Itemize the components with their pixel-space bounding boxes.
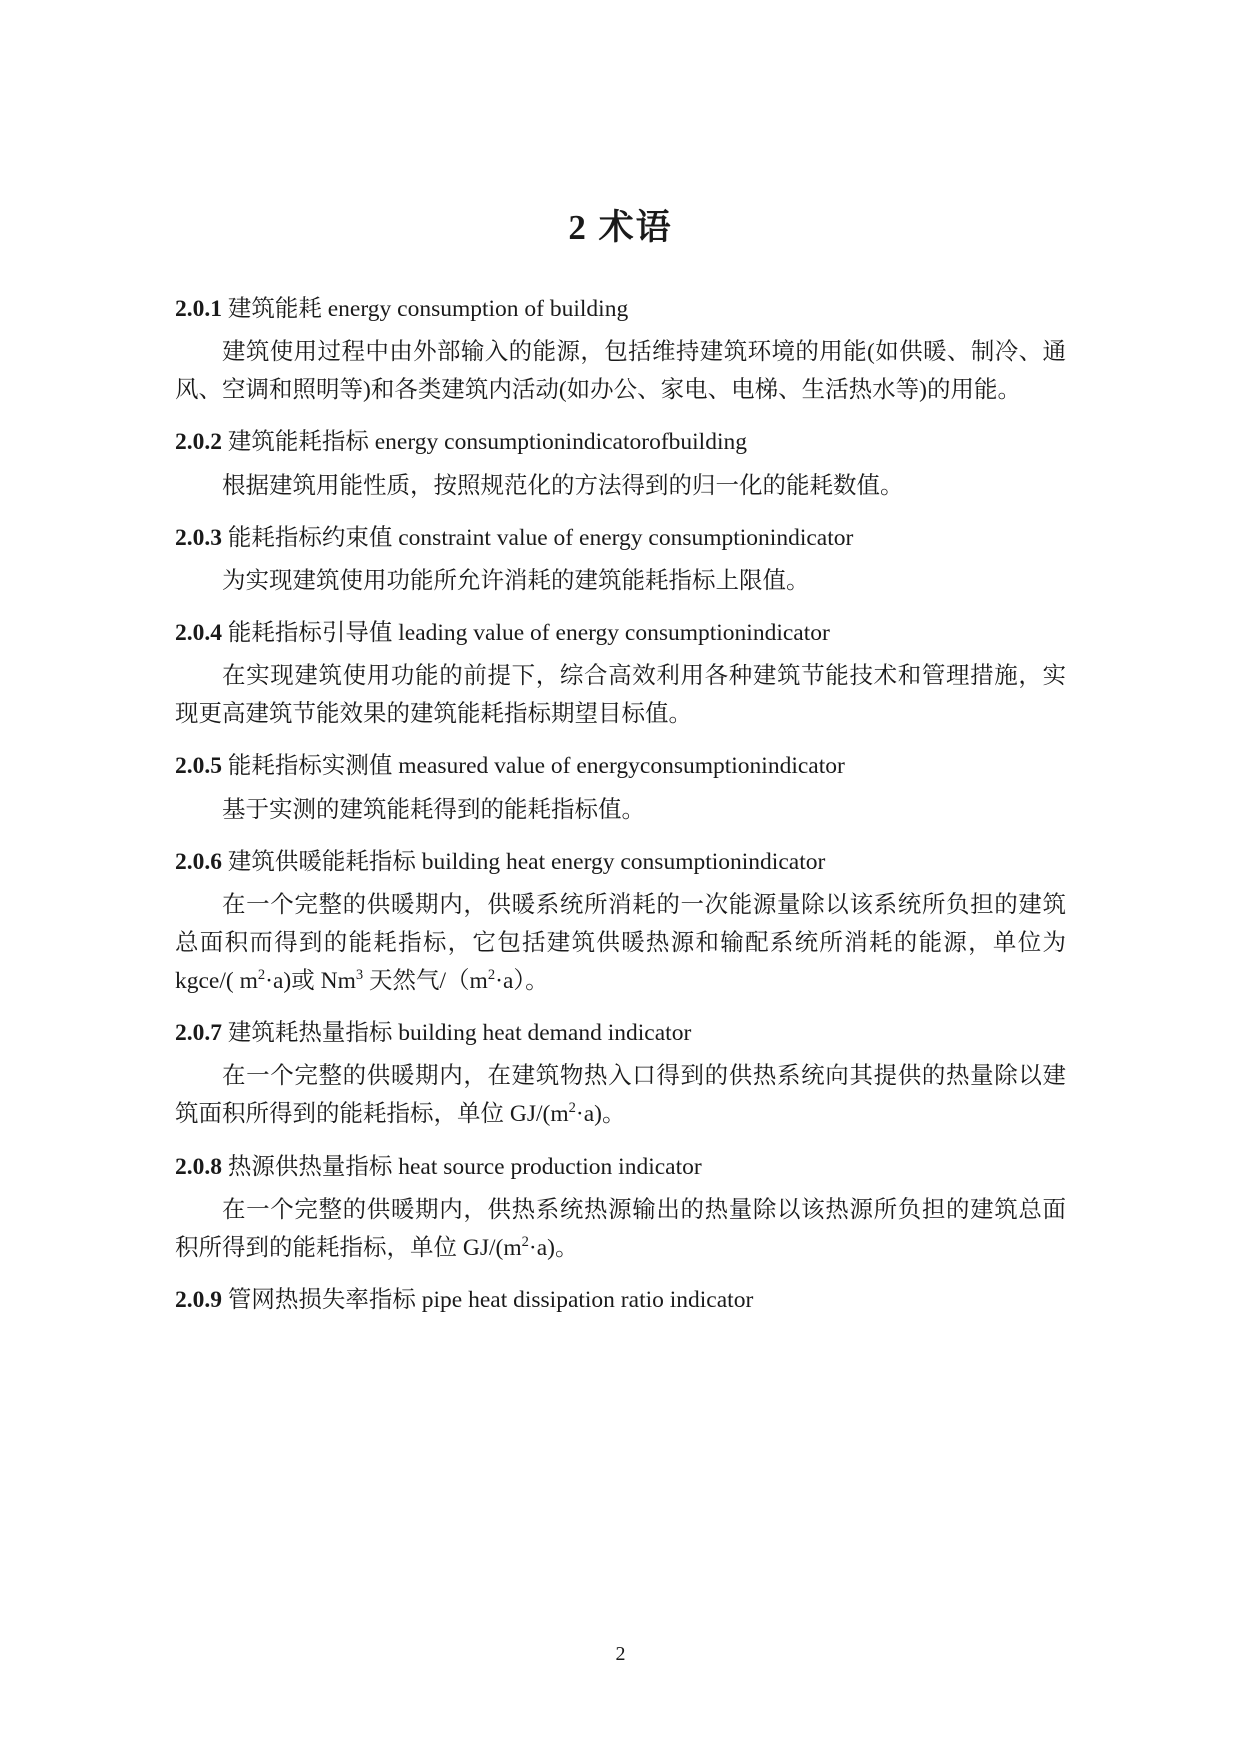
term-number: 2.0.3 — [175, 524, 222, 551]
term-heading — [175, 292, 1066, 327]
term-name-en: building heat energy consumptionindicator — [421, 848, 826, 875]
term-definition: 在一个完整的供暖期内，供暖系统所消耗的一次能源量除以该系统所负担的建筑总面积而得到的能耗指标，它包括建筑供暖热源和输配系统所消耗的能源，单位为 kgce/( $m^2\cdot a$)或 Nm$^3$ 天然气$/(m^2\cdot a)$。 — [175, 891, 1066, 995]
term-definition: 在实现建筑使用功能的前提下，综合高效利用各种建筑节能技术和管理措施，实现更高建筑节能效果的建筑能耗指标期望目标值。 — [175, 663, 1066, 728]
term-number: 2.0.8 — [175, 1153, 222, 1180]
term-name-cn: 建筑耗热量指标 — [227, 1020, 393, 1047]
term-name-cn: 能耗指标约束值 — [227, 524, 393, 551]
term-number: 2.0.2 — [175, 429, 222, 456]
term-name-cn: 能耗指标引导值 — [227, 620, 393, 646]
term-heading — [175, 1150, 1066, 1185]
term-name-cn: 管网热损失率指标 — [227, 1286, 416, 1313]
term-name-cn: 能耗指标实测值 — [227, 753, 393, 780]
term-heading — [175, 845, 1066, 880]
term-number: 2.0.1 — [175, 296, 222, 322]
term-number: 2.0.5 — [175, 753, 222, 780]
term-definition: 建筑使用过程中由外部输入的能源，包括维持建筑环境的用能(如供暖、制冷、通风、空调和照明等)和各类建筑内活动(如办公、家电、电梯、生活热水等)的用能。 — [175, 339, 1066, 404]
term-name-en: building heat demand indicator — [398, 1020, 692, 1047]
term-number: 2.0.9 — [175, 1286, 222, 1313]
term-name-en: leading value of energy consumptionindicator — [398, 620, 830, 646]
term-definition: 根据建筑用能性质，按照规范化的方法得到的归一化的能耗数值。 — [222, 472, 904, 499]
term-name-en: heat source production indicator — [398, 1153, 702, 1180]
term-number: 2.0.6 — [175, 848, 222, 875]
term-definition: 在一个完整的供暖期内，供热系统热源输出的热量除以该热源所负担的建筑总面积所得到的能耗指标，单位 $GJ/(m^2\cdot a)$。 — [175, 1196, 1066, 1261]
term-heading — [175, 521, 1066, 556]
term-definition: 基于实测的建筑能耗得到的能耗指标值。 — [222, 796, 645, 823]
term-name-en: energy consumptionindicatorofbuilding — [374, 429, 747, 456]
term-name-en: energy consumption of building — [327, 296, 629, 322]
page-number: 2 — [615, 1643, 626, 1665]
terms-list — [175, 292, 1066, 1318]
term-name-cn: 热源供热量指标 — [227, 1153, 393, 1180]
term-number: 2.0.7 — [175, 1020, 222, 1047]
term-heading — [175, 616, 1066, 651]
term-heading — [175, 749, 1066, 784]
page-title: 2 术语 — [568, 208, 673, 247]
term-name-cn: 建筑能耗 — [227, 296, 322, 322]
term-definition: 在一个完整的供暖期内，在建筑物热入口得到的供热系统向其提供的热量除以建筑面积所得到的能耗指标，单位 $GJ/(m^2\cdot a)$。 — [175, 1063, 1066, 1128]
term-name-en: measured value of energyconsumptionindicator — [398, 753, 845, 780]
term-heading — [175, 1016, 1066, 1051]
term-name-cn: 建筑能耗指标 — [227, 429, 369, 456]
term-definition: 为实现建筑使用功能所允许消耗的建筑能耗指标上限值。 — [222, 567, 810, 594]
term-number: 2.0.4 — [175, 620, 222, 646]
term-heading — [175, 1283, 1066, 1318]
term-name-en: pipe heat dissipation ratio indicator — [421, 1286, 754, 1313]
term-heading — [175, 425, 1066, 460]
term-name-cn: 建筑供暖能耗指标 — [227, 848, 416, 875]
term-name-en: constraint value of energy consumptionindicator — [398, 524, 854, 551]
